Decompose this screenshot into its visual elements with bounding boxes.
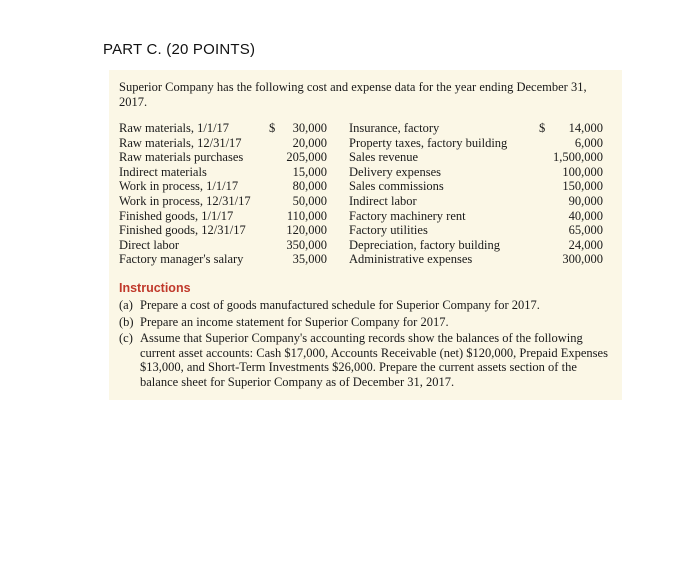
instruction-item-c — [119, 331, 609, 389]
left-item-label: Finished goods, 12/31/17 — [119, 223, 246, 238]
left-item-label: Work in process, 1/1/17 — [119, 179, 239, 194]
left-item-value: 120,000 — [286, 223, 327, 238]
left-item-label: Raw materials purchases — [119, 150, 244, 165]
left-item-value: 15,000 — [292, 164, 327, 179]
left-item-label: Indirect materials — [119, 164, 207, 179]
left-item-value: 350,000 — [286, 237, 327, 252]
right-item-value-row — [539, 136, 603, 151]
right-item-label: Insurance, factory — [349, 121, 440, 135]
left-item-value-row — [269, 136, 327, 151]
instructions-title: Instructions — [119, 281, 191, 295]
left-item-label: Raw materials, 1/1/17 — [119, 121, 230, 135]
right-item-value-row — [539, 179, 603, 194]
right-item-value-row — [539, 238, 603, 253]
intro-text: Superior Company has the following cost and expense data for the year ending December 31, 2017. — [119, 80, 587, 109]
left-item-value: 50,000 — [292, 193, 327, 208]
left-item-value-row — [269, 150, 327, 165]
left-item-value-row — [269, 223, 327, 238]
left-item-label: Factory manager's salary — [119, 252, 244, 267]
left-item-label: Raw materials, 12/31/17 — [119, 135, 242, 150]
right-item-value: 6,000 — [574, 135, 603, 150]
right-item-label: Factory utilities — [349, 223, 428, 238]
instruction-item-b — [119, 315, 609, 330]
left-item-value-row — [269, 194, 327, 209]
right-item-value-row — [539, 121, 603, 136]
left-labels-column — [119, 121, 269, 267]
instruction-marker: (c) — [119, 331, 133, 345]
right-item-label: Factory machinery rent — [349, 208, 466, 223]
currency-symbol: $ — [269, 121, 276, 135]
right-item-value: 150,000 — [562, 179, 603, 194]
right-item-value-row — [539, 223, 603, 238]
left-item-value: 80,000 — [292, 179, 327, 194]
left-item-value-row — [269, 121, 327, 136]
right-item-label: Indirect labor — [349, 193, 417, 208]
right-item-value: 65,000 — [568, 223, 603, 238]
right-item-value: 90,000 — [568, 193, 603, 208]
right-values-column — [539, 121, 603, 267]
left-item-value: 20,000 — [292, 135, 327, 150]
instruction-marker: (b) — [119, 314, 134, 329]
right-item-value-row — [539, 252, 603, 267]
left-item-value-row — [269, 179, 327, 194]
right-labels-column — [349, 121, 539, 267]
right-item-label: Sales revenue — [349, 150, 419, 165]
right-item-value-row — [539, 150, 603, 165]
right-item-label: Depreciation, factory building — [349, 237, 500, 252]
instruction-marker: (a) — [119, 298, 133, 312]
right-item-value: 300,000 — [562, 252, 603, 267]
instruction-text: Assume that Superior Company's accounting records show the balances of the following current asset accounts: Cash $17,000, Accounts Receivable (net) $120,000, Prepaid Expenses $13,000, and Short-Term Investments $26,000. Prepare the current assets section of the balance sheet for Superior Company as of December 31, 2017. — [140, 331, 608, 389]
right-item-label: Administrative expenses — [349, 252, 473, 267]
left-item-label: Work in process, 12/31/17 — [119, 193, 251, 208]
right-item-value: 24,000 — [568, 237, 603, 252]
right-item-value-row — [539, 209, 603, 224]
left-item-value: 35,000 — [292, 252, 327, 267]
instruction-text: Prepare a cost of goods manufactured schedule for Superior Company for 2017. — [140, 298, 540, 312]
left-item-value: 110,000 — [286, 208, 327, 223]
right-item-label: Sales commissions — [349, 179, 444, 194]
left-item-value-row — [269, 209, 327, 224]
left-item-value: 205,000 — [286, 150, 327, 165]
exercise-panel — [109, 70, 622, 400]
right-item-value-row — [539, 165, 603, 180]
left-item-label: Direct labor — [119, 237, 180, 252]
right-item-label: Delivery expenses — [349, 164, 441, 179]
left-item-value: 30,000 — [292, 121, 327, 135]
right-item-value: 100,000 — [562, 164, 603, 179]
right-item-value: 40,000 — [568, 208, 603, 223]
left-item-value-row — [269, 238, 327, 253]
left-values-column — [269, 121, 327, 267]
left-item-label: Finished goods, 1/1/17 — [119, 208, 234, 223]
right-item-value-row — [539, 194, 603, 209]
instruction-item-a — [119, 298, 609, 313]
right-item-value: 1,500,000 — [553, 150, 603, 165]
right-item-value: 14,000 — [568, 121, 603, 135]
left-item-value-row — [269, 165, 327, 180]
currency-symbol: $ — [539, 121, 546, 135]
instructions-list — [119, 298, 609, 391]
right-item-label: Property taxes, factory building — [349, 135, 508, 150]
left-item-value-row — [269, 252, 327, 267]
instruction-text: Prepare an income statement for Superior Company for 2017. — [140, 314, 449, 329]
part-heading: PART C. (20 POINTS) — [103, 41, 256, 58]
